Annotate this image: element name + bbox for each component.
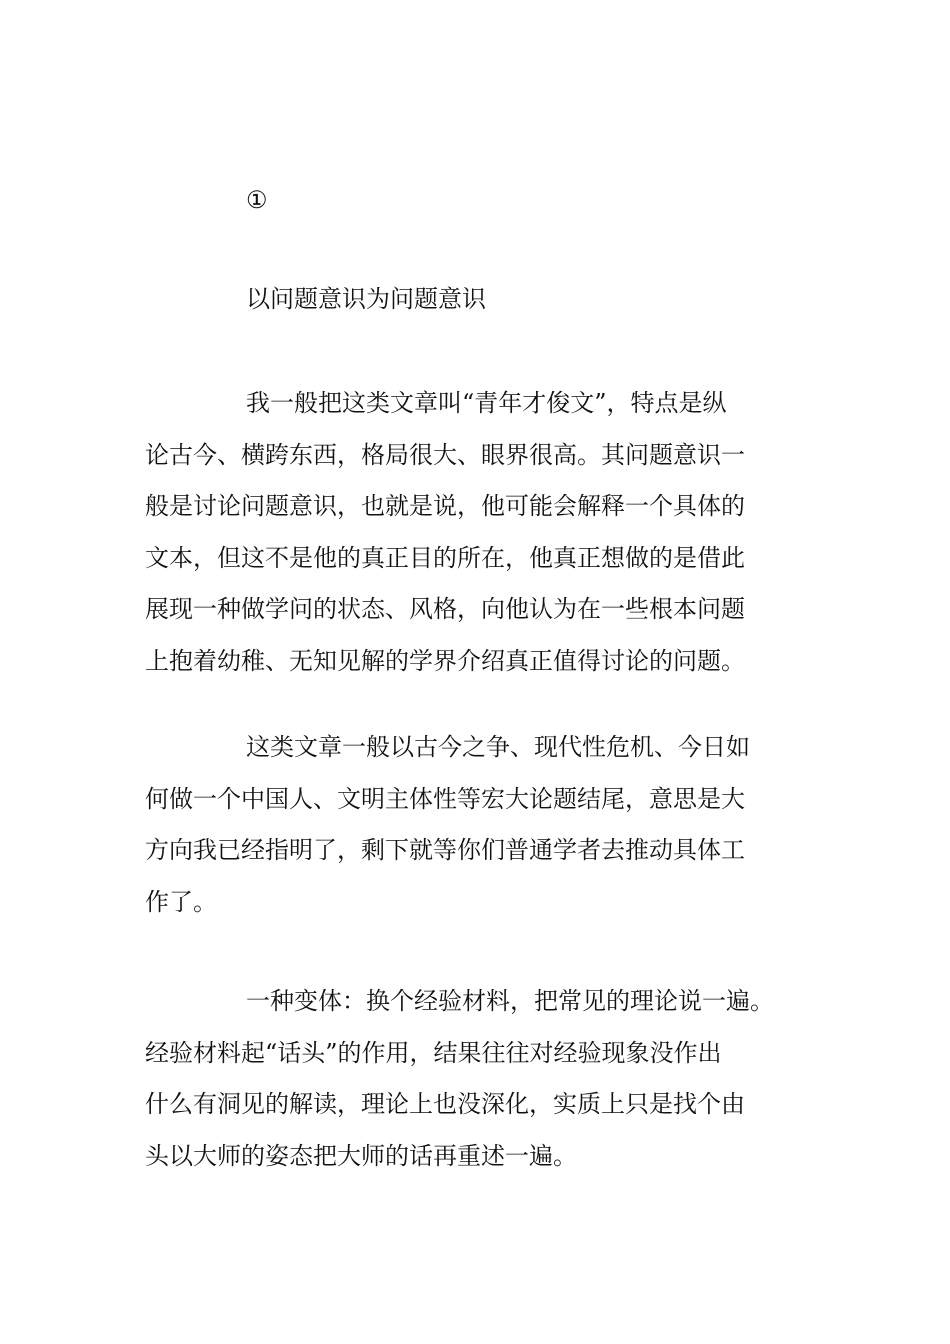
paragraph-line: 论古今、横跨东西，格局很大、眼界很高。其问题意识一 (145, 440, 745, 469)
paragraph-line: 一种变体：换个经验材料，把常见的理论说一遍。 (246, 987, 774, 1015)
section-heading: 以问题意识为问题意识 (246, 285, 486, 313)
paragraph-line: 头以大师的姿态把大师的话再重述一遍。 (145, 1141, 577, 1170)
paragraph-line: 这类文章一般以古今之争、现代性危机、今日如 (246, 733, 750, 761)
paragraph-line: 方向我已经指明了，剩下就等你们普通学者去推动具体工 (145, 836, 745, 864)
paragraph-line: 什么有洞见的解读，理论上也没深化，实质上只是找个由 (145, 1090, 745, 1118)
paragraph-line: 我一般把这类文章叫“青年才俊文”，特点是纵 (246, 389, 727, 417)
paragraph-2 (145, 722, 835, 928)
paragraph-line: 何做一个中国人、文明主体性等宏大论题结尾，意思是大 (145, 784, 745, 813)
paragraph-line: 作了。 (145, 887, 217, 916)
paragraph-line: 般是讨论问题意识，也就是说，他可能会解释一个具体的 (145, 492, 745, 520)
paragraph-3 (145, 976, 835, 1182)
paragraph-1 (145, 378, 835, 687)
section-number: ① (246, 186, 268, 214)
paragraph-line: 文本，但这不是他的真正目的所在，他真正想做的是借此 (145, 543, 745, 572)
paragraph-line: 上抱着幼稚、无知见解的学界介绍真正值得讨论的问题。 (145, 646, 745, 675)
paragraph-line: 展现一种做学问的状态、风格，向他认为在一些根本问题 (145, 595, 745, 623)
paragraph-line: 经验材料起“话头”的作用，结果往往对经验现象没作出 (145, 1038, 722, 1067)
